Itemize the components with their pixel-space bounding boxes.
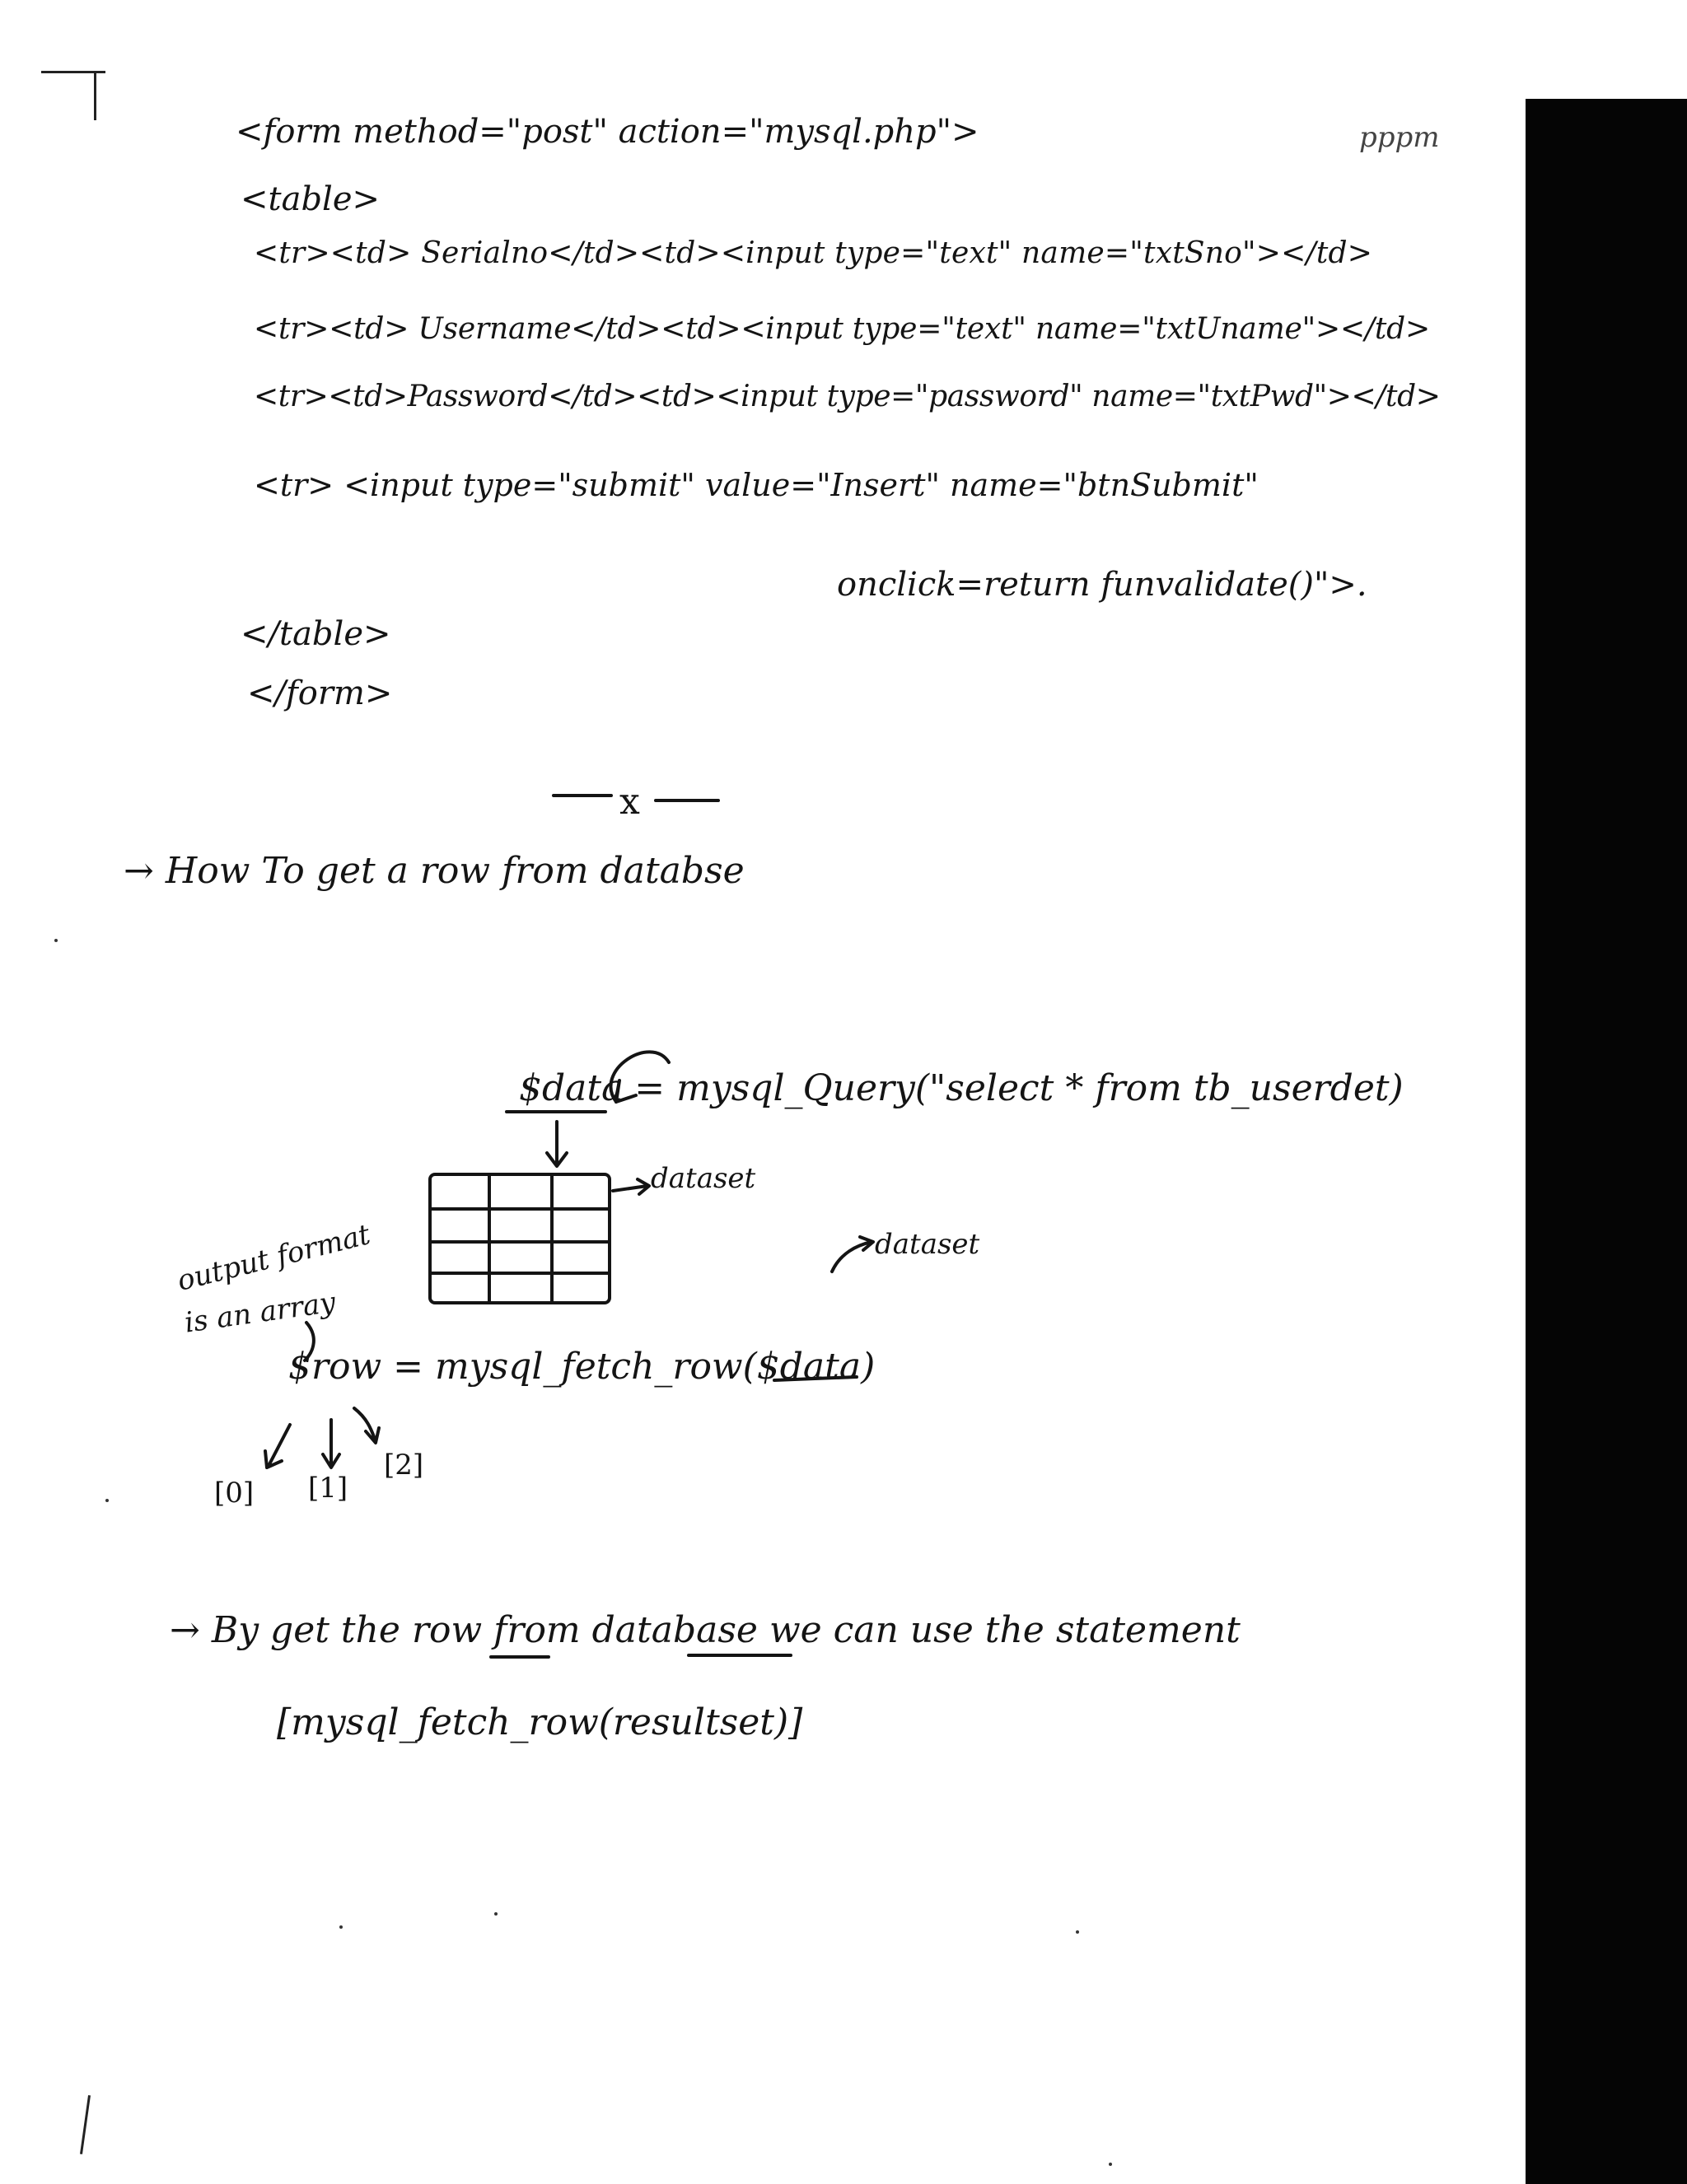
code-line-submit: <tr> <input type="submit" value="Insert" name="btnSubmit"	[254, 467, 1259, 503]
code-line-table-open: <table>	[241, 180, 381, 218]
section-divider-mark: x	[619, 781, 640, 823]
corner-scribble: pppm	[1359, 121, 1440, 154]
fetch-row-statement: $row = mysql_fetch_row($data)	[288, 1346, 876, 1388]
code-line-form-close: </form>	[247, 674, 393, 712]
array-index-2: [2]	[384, 1449, 424, 1482]
section-heading-text: How To get a row from databse	[165, 850, 745, 892]
query-statement: $data = mysql_Query("select * from tb_userdet)	[519, 1067, 1404, 1109]
scan-speck	[1109, 2163, 1112, 2166]
note-arrow-icon	[305, 1323, 314, 1360]
scan-speck	[54, 939, 58, 942]
conclusion-statement: [mysql_fetch_row(resultset)]	[277, 1701, 803, 1743]
table-grid-icon	[430, 1174, 610, 1303]
down-arrow-icon	[547, 1122, 567, 1166]
scan-speck	[339, 1925, 343, 1929]
side-note-line2: is an array	[182, 1286, 338, 1340]
scan-speck	[105, 1499, 109, 1502]
scan-speck	[1076, 1930, 1079, 1934]
scan-speck	[494, 1912, 498, 1916]
arrow-right-icon: →	[124, 850, 166, 892]
index-arrow-1-icon	[323, 1420, 339, 1468]
conclusion-text: By get the row from database we can use the statement	[211, 1609, 1241, 1651]
conclusion-line1	[170, 1609, 1241, 1651]
dataset-label-table: dataset	[651, 1162, 756, 1195]
code-line-table-close: </table>	[241, 615, 391, 653]
code-line-form-open: <form method="post" action="mysql.php">	[236, 113, 979, 151]
fetch-data-underline	[774, 1377, 857, 1380]
curved-arrow-icon	[610, 1052, 669, 1102]
side-note-line1: output format	[174, 1218, 374, 1298]
code-line-serialno: <tr><td> Serialno</td><td><input type="text" name="txtSno"></td>	[254, 236, 1373, 270]
dataset-label-fetch: dataset	[875, 1228, 980, 1261]
index-arrow-2-icon	[354, 1408, 379, 1443]
code-line-password: <tr><td>Password</td><td><input type="password" name="txtPwd"></td>	[254, 380, 1441, 413]
arrow-to-dataset2-icon	[832, 1237, 873, 1272]
array-index-1: [1]	[308, 1472, 348, 1505]
code-line-username: <tr><td> Username</td><td><input type="text" name="txtUname"></td>	[254, 312, 1430, 346]
index-arrow-0-icon	[265, 1425, 290, 1468]
arrow-right-icon: →	[170, 1609, 212, 1651]
arrow-to-dataset-icon	[613, 1179, 649, 1194]
array-index-0: [0]	[214, 1477, 255, 1510]
code-line-onclick: onclick=return funvalidate()">.	[837, 566, 1367, 604]
